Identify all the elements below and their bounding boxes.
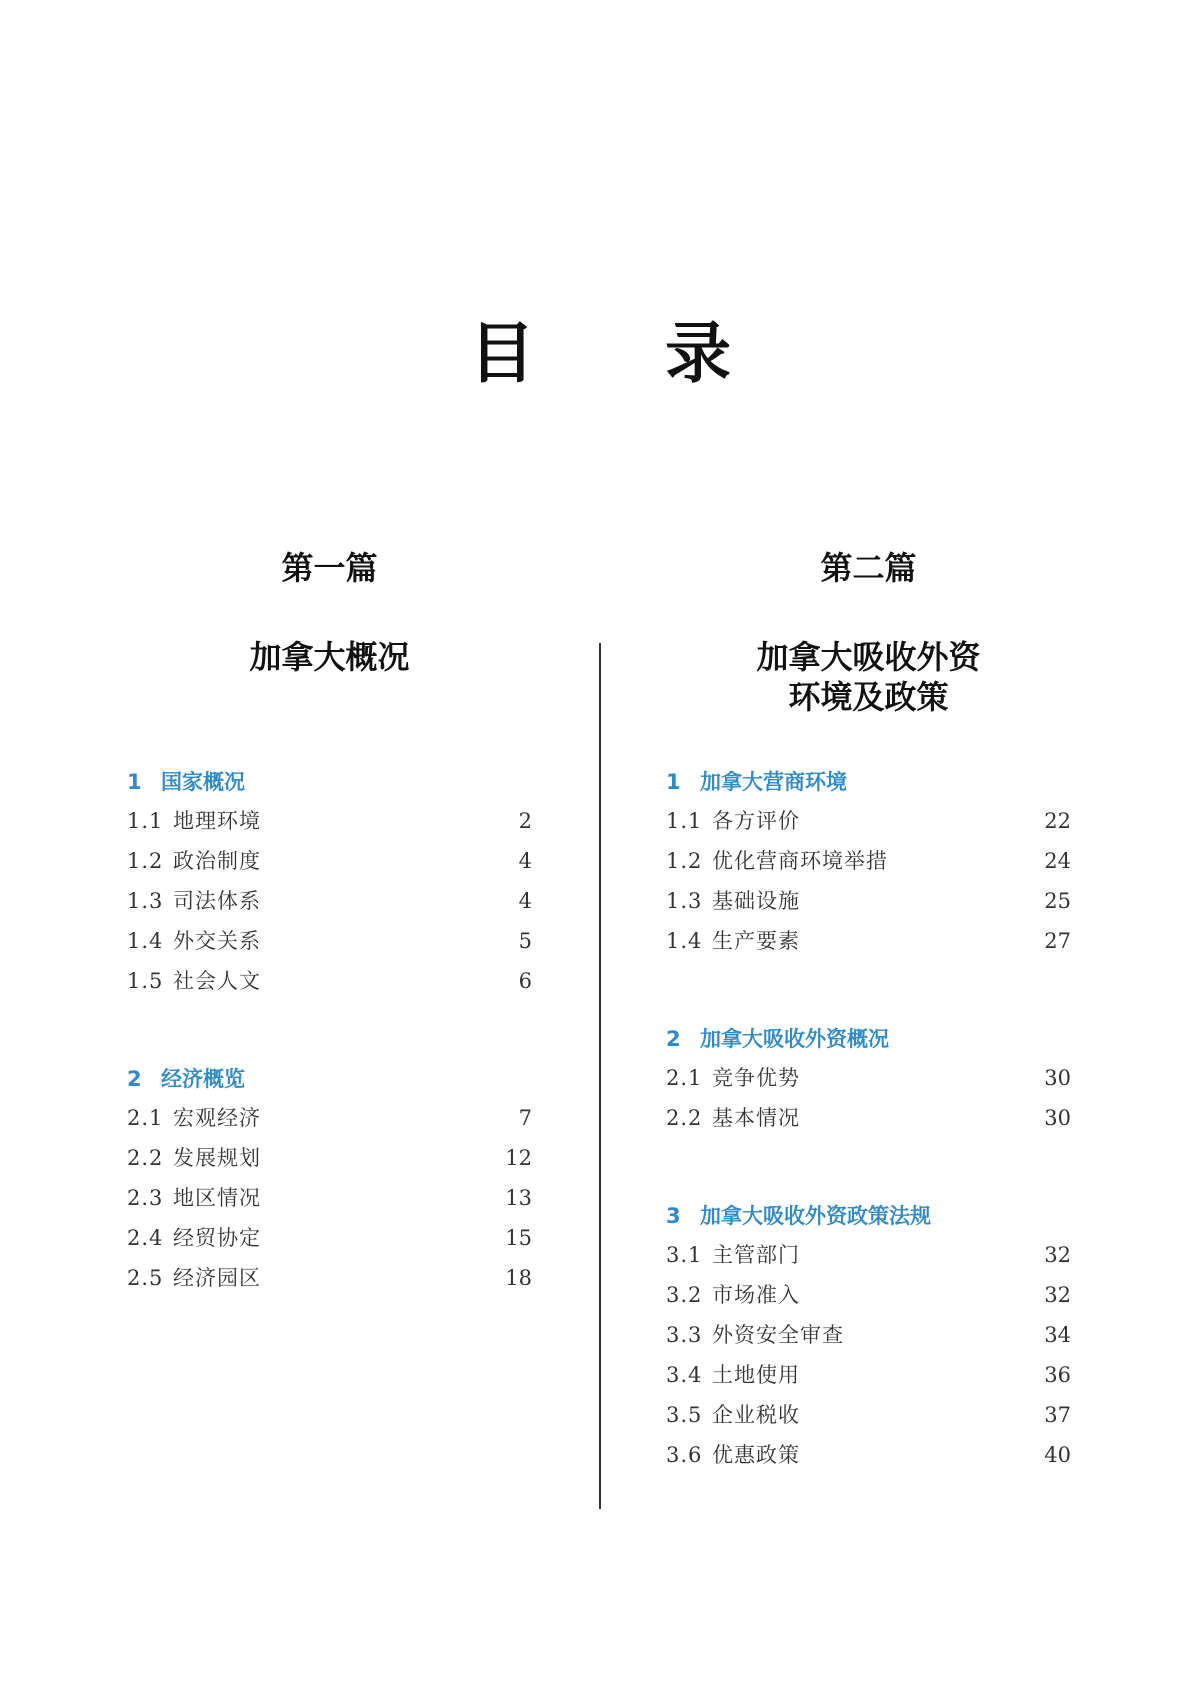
entry-page-number: 7 [518, 1106, 532, 1130]
entry-label: 宏观经济 [173, 1106, 261, 1130]
entry-code: 1.5 [127, 969, 164, 993]
part-2-name-line-1: 加拿大吸收外资 [756, 638, 981, 676]
page-title [0, 300, 1200, 395]
section-number: 2 [127, 1067, 142, 1091]
toc-section-heading[interactable] [666, 766, 1071, 796]
toc-section-heading[interactable] [666, 1200, 1071, 1230]
column-divider [599, 643, 601, 1509]
entry-label: 社会人文 [173, 969, 261, 993]
entry-page-number: 18 [505, 1266, 532, 1290]
toc-entry[interactable] [127, 966, 532, 996]
entry-label: 基础设施 [712, 889, 800, 913]
part-1-label: 第一篇 [281, 549, 378, 587]
entry-code: 1.2 [666, 849, 703, 873]
entry-label: 竞争优势 [712, 1066, 800, 1090]
entry-code: 2.2 [666, 1106, 703, 1130]
entry-label: 基本情况 [712, 1106, 800, 1130]
toc-entry[interactable] [666, 926, 1071, 956]
entry-page-number: 2 [518, 809, 532, 833]
section-title: 加拿大吸收外资政策法规 [700, 1204, 931, 1228]
toc-entry[interactable] [666, 806, 1071, 836]
entry-label: 地区情况 [173, 1186, 261, 1210]
entry-label: 地理环境 [173, 809, 261, 833]
entry-page-number: 5 [518, 929, 532, 953]
toc-entry[interactable] [666, 1103, 1071, 1133]
entry-page-number: 4 [518, 849, 532, 873]
entry-label: 企业税收 [712, 1403, 800, 1427]
toc-entry[interactable] [666, 1360, 1071, 1390]
entry-code: 1.3 [127, 889, 164, 913]
entry-page-number: 12 [505, 1146, 532, 1170]
entry-label: 优化营商环境举措 [712, 849, 888, 873]
entry-code: 1.3 [666, 889, 703, 913]
entry-label: 发展规划 [173, 1146, 261, 1170]
toc-entry[interactable] [127, 926, 532, 956]
section-title: 加拿大营商环境 [700, 770, 847, 794]
entry-page-number: 25 [1044, 889, 1071, 913]
entry-code: 3.2 [666, 1283, 703, 1307]
entry-label: 政治制度 [173, 849, 261, 873]
toc-entry[interactable] [127, 1223, 532, 1253]
entry-code: 2.3 [127, 1186, 164, 1210]
toc-entry[interactable] [666, 1440, 1071, 1470]
entry-code: 3.1 [666, 1243, 703, 1267]
section-title: 经济概览 [161, 1067, 245, 1091]
entry-page-number: 34 [1044, 1323, 1071, 1347]
entry-page-number: 30 [1044, 1066, 1071, 1090]
entry-page-number: 32 [1044, 1243, 1071, 1267]
entry-page-number: 37 [1044, 1403, 1071, 1427]
entry-code: 3.5 [666, 1403, 703, 1427]
toc-entry[interactable] [666, 1280, 1071, 1310]
entry-label: 土地使用 [712, 1363, 800, 1387]
entry-label: 经贸协定 [173, 1226, 261, 1250]
part-2-name-line-2: 环境及政策 [788, 678, 949, 716]
part-1-name: 加拿大概况 [249, 638, 410, 676]
entry-code: 3.6 [666, 1443, 703, 1467]
entry-page-number: 27 [1044, 929, 1071, 953]
toc-section-heading[interactable] [666, 1023, 1071, 1053]
entry-code: 2.1 [127, 1106, 164, 1130]
entry-page-number: 4 [518, 889, 532, 913]
section-number: 1 [127, 770, 142, 794]
section-title: 国家概况 [161, 770, 245, 794]
entry-label: 司法体系 [173, 889, 261, 913]
toc-entry[interactable] [666, 1063, 1071, 1093]
toc-entry[interactable] [127, 1103, 532, 1133]
toc-entry[interactable] [127, 886, 532, 916]
entry-code: 1.4 [127, 929, 164, 953]
entry-label: 生产要素 [712, 929, 800, 953]
entry-code: 1.1 [127, 809, 164, 833]
entry-code: 1.4 [666, 929, 703, 953]
toc-section-heading[interactable] [127, 766, 532, 796]
toc-entry[interactable] [127, 846, 532, 876]
entry-label: 各方评价 [712, 809, 800, 833]
entry-code: 3.3 [666, 1323, 703, 1347]
entry-page-number: 40 [1044, 1443, 1071, 1467]
toc-entry[interactable] [666, 1320, 1071, 1350]
entry-label: 市场准入 [712, 1283, 800, 1307]
section-number: 3 [666, 1204, 681, 1228]
entry-page-number: 36 [1044, 1363, 1071, 1387]
toc-entry[interactable] [127, 1263, 532, 1293]
entry-code: 1.1 [666, 809, 703, 833]
part-2-label: 第二篇 [820, 549, 917, 587]
entry-label: 主管部门 [712, 1243, 800, 1267]
entry-page-number: 30 [1044, 1106, 1071, 1130]
entry-page-number: 15 [505, 1226, 532, 1250]
section-number: 1 [666, 770, 681, 794]
entry-code: 2.5 [127, 1266, 164, 1290]
entry-code: 2.1 [666, 1066, 703, 1090]
entry-label: 外资安全审查 [712, 1323, 844, 1347]
toc-entry[interactable] [127, 1143, 532, 1173]
toc-section-heading[interactable] [127, 1063, 532, 1093]
toc-entry[interactable] [127, 1183, 532, 1213]
entry-code: 1.2 [127, 849, 164, 873]
entry-page-number: 22 [1044, 809, 1071, 833]
entry-label: 经济园区 [173, 1266, 261, 1290]
title-char-2: 录 [665, 314, 731, 392]
title-char-1: 目 [469, 314, 535, 392]
toc-entry[interactable] [127, 806, 532, 836]
entry-page-number: 6 [518, 969, 532, 993]
toc-entry[interactable] [666, 886, 1071, 916]
section-number: 2 [666, 1027, 681, 1051]
section-title: 加拿大吸收外资概况 [700, 1027, 889, 1051]
entry-page-number: 24 [1044, 849, 1071, 873]
entry-code: 2.2 [127, 1146, 164, 1170]
entry-code: 3.4 [666, 1363, 703, 1387]
entry-label: 优惠政策 [712, 1443, 800, 1467]
toc-entry[interactable] [666, 1240, 1071, 1270]
entry-page-number: 32 [1044, 1283, 1071, 1307]
toc-entry[interactable] [666, 1400, 1071, 1430]
entry-label: 外交关系 [173, 929, 261, 953]
entry-page-number: 13 [505, 1186, 532, 1210]
toc-entry[interactable] [666, 846, 1071, 876]
entry-code: 2.4 [127, 1226, 164, 1250]
